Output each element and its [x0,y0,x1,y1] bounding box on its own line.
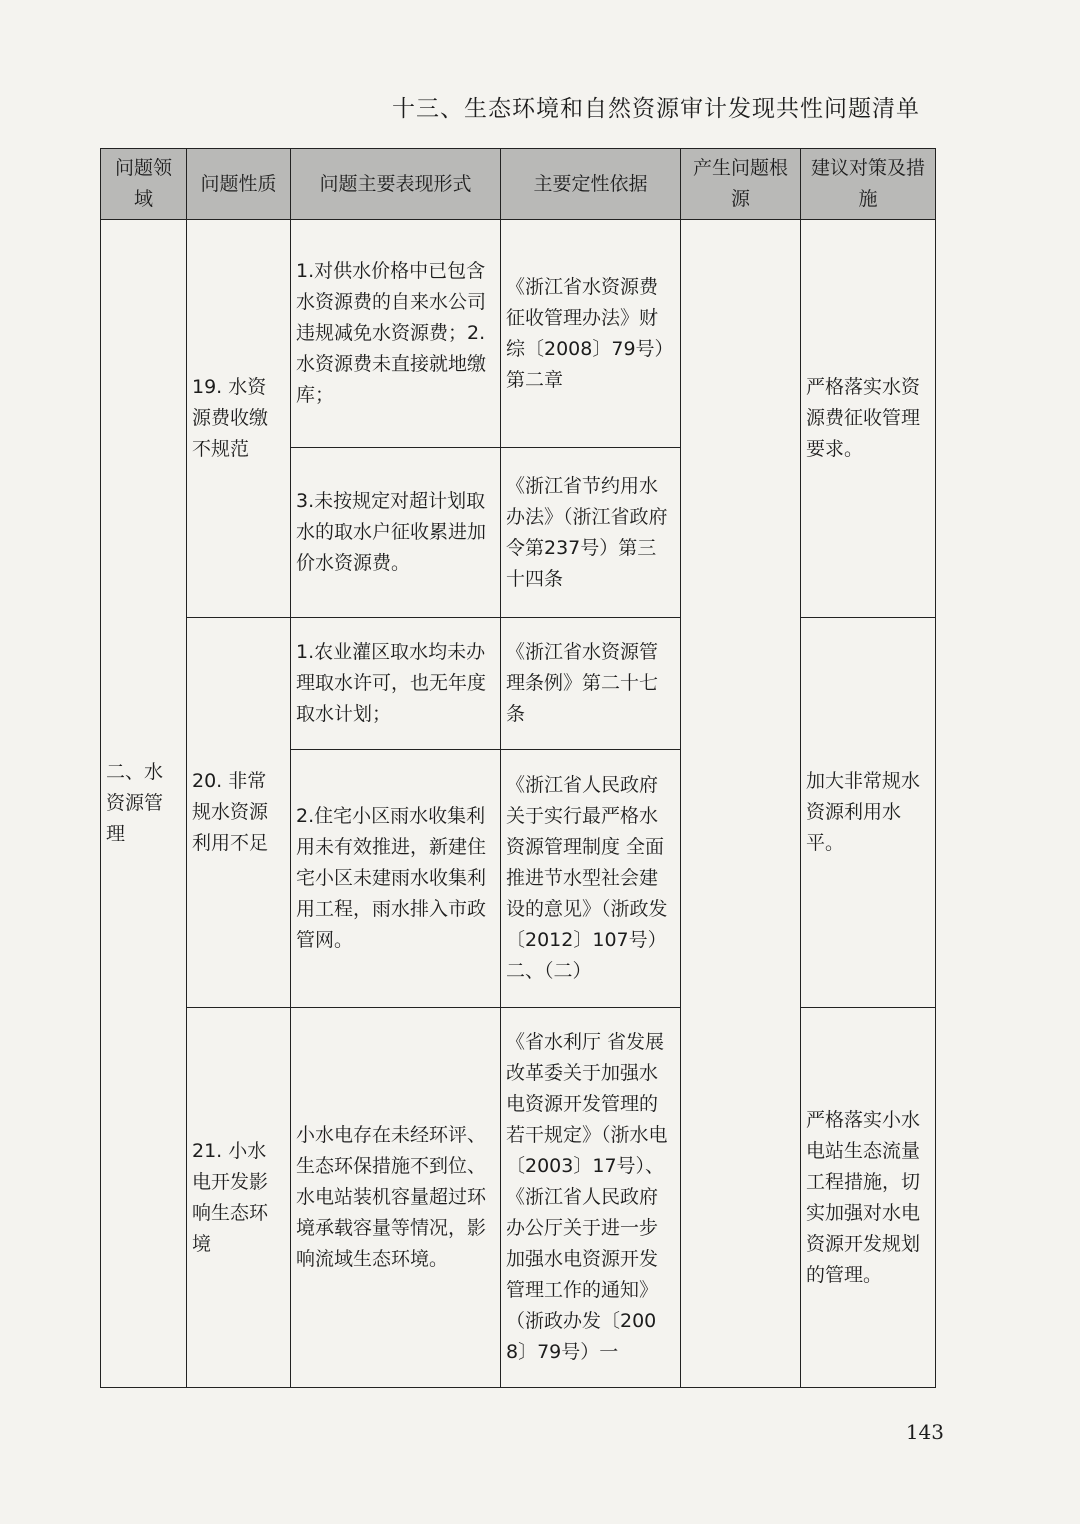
audit-issue-table [100,148,936,1388]
header-problem-form: 问题主要表现形式 [291,149,501,220]
header-root-cause: 产生问题根源 [681,149,801,220]
problem-nature-cell: 19. 水资源费收缴不规范 [187,220,291,618]
legal-basis-cell: 《浙江省水资源费征收管理办法》财综〔2008〕79号）第二章 [501,220,681,448]
problem-nature-cell: 20. 非常规水资源利用不足 [187,618,291,1008]
page-title: 十三、生态环境和自然资源审计发现共性问题清单 [392,96,920,122]
suggestion-cell: 严格落实小水电站生态流量工程措施，切实加强对水电资源开发规划的管理。 [801,1008,936,1388]
problem-form-cell: 1.对供水价格中已包含水资源费的自来水公司违规减免水资源费；2.水资源费未直接就地缴库； [291,220,501,448]
table-header-row [101,149,936,220]
suggestion-cell: 严格落实水资源费征收管理要求。 [801,220,936,618]
legal-basis-cell: 《浙江省人民政府关于实行最严格水资源管理制度 全面推进节水型社会建设的意见》（浙政发〔2012〕107号）二、（二） [501,750,681,1008]
suggestion-cell: 加大非常规水资源利用水平。 [801,618,936,1008]
problem-nature-cell: 21. 小水电开发影响生态环境 [187,1008,291,1388]
table-row [101,220,936,448]
table-row [101,618,936,750]
problem-area-cell: 二、水资源管理 [101,220,187,1388]
header-problem-nature: 问题性质 [187,149,291,220]
problem-form-cell: 小水电存在未经环评、生态环保措施不到位、水电站装机容量超过环境承载容量等情况，影响流域生态环境。 [291,1008,501,1388]
header-legal-basis: 主要定性依据 [501,149,681,220]
root-cause-cell [681,220,801,1388]
table-row [101,1008,936,1388]
problem-form-cell: 2.住宅小区雨水收集利用未有效推进，新建住宅小区未建雨水收集利用工程，雨水排入市政管网。 [291,750,501,1008]
problem-form-cell: 3.未按规定对超计划取水的取水户征收累进加价水资源费。 [291,448,501,618]
legal-basis-cell: 《浙江省节约用水办法》（浙江省政府令第237号）第三十四条 [501,448,681,618]
problem-form-cell: 1.农业灌区取水均未办理取水许可，也无年度取水计划； [291,618,501,750]
legal-basis-cell: 《浙江省水资源管理条例》第二十七条 [501,618,681,750]
legal-basis-cell: 《省水利厅 省发展改革委关于加强水电资源开发管理的若干规定》（浙水电〔2003〕17号）、《浙江省人民政府办公厅关于进一步加强水电资源开发管理工作的通知》（浙政办发〔2008〕79号）一 [501,1008,681,1388]
page-number: 143 [905,1420,944,1444]
header-problem-area: 问题领域 [101,149,187,220]
header-suggestion: 建议对策及措施 [801,149,936,220]
